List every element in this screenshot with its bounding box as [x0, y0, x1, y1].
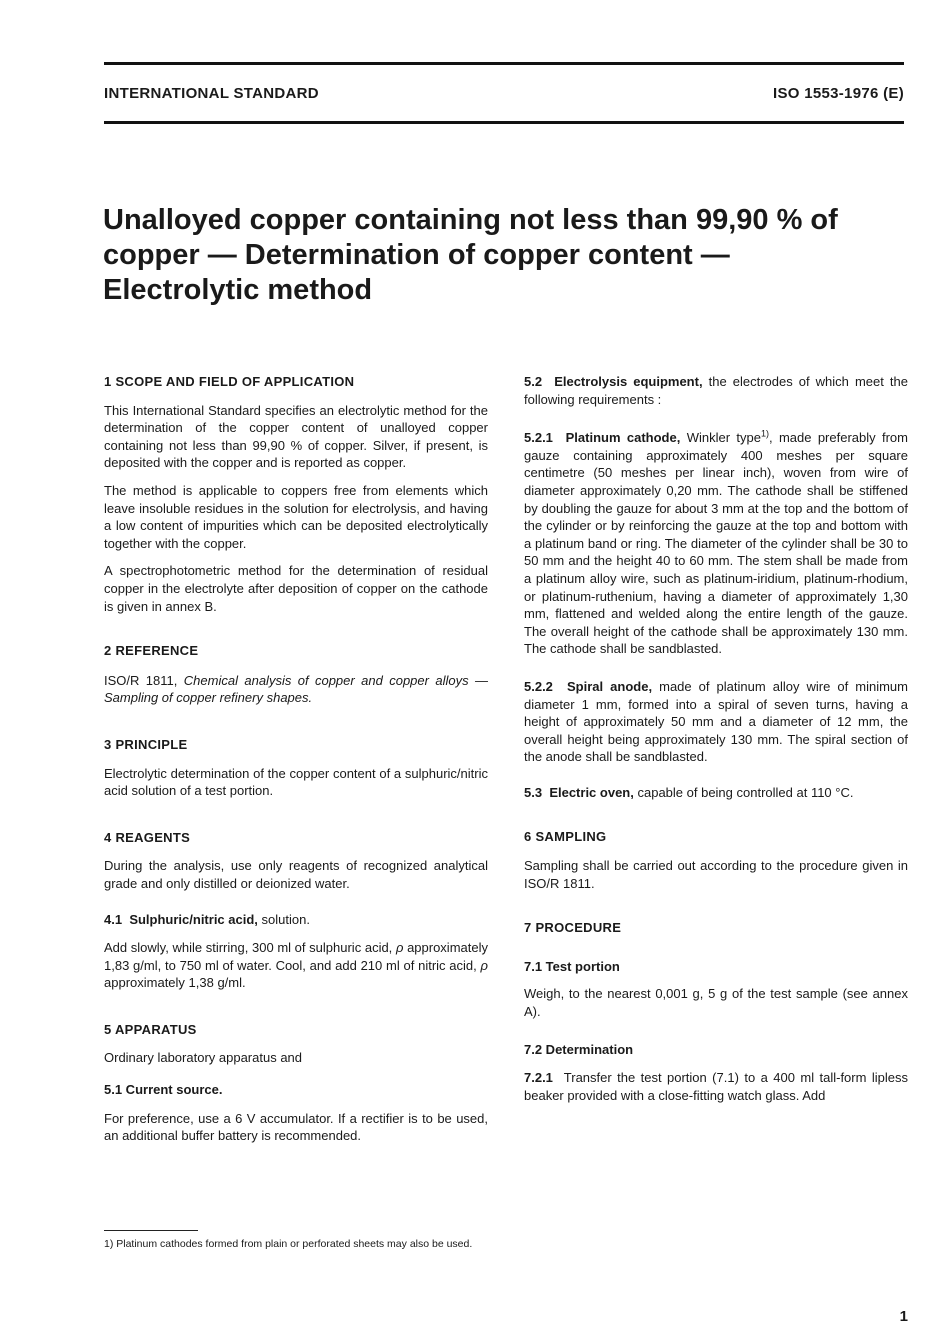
standard-number: ISO 1553-1976 (E)	[772, 85, 904, 102]
subsection-5-3-number: 5.3	[524, 784, 543, 800]
section-7-heading: 7 PROCEDURE	[524, 920, 622, 936]
subsection-4-1	[104, 911, 488, 929]
subsection-5-2-2-number: 5.2.2	[524, 678, 553, 694]
subsection-7-2-1-number: 7.2.1	[524, 1070, 553, 1086]
subsection-7-1-heading: 7.1 Test portion	[524, 958, 620, 974]
section-1-paragraph-3: A spectrophotometric method for the determination of residual copper in the electrolyte after deposition of copper on the cathode is given in annex B.	[104, 563, 488, 614]
header-top-rule	[104, 62, 904, 65]
subsection-5-2-1-number: 5.2.1	[524, 430, 553, 446]
section-5-paragraph: Ordinary laboratory apparatus and	[104, 1050, 303, 1066]
subsection-4-1-title: Sulphuric/nitric acid,	[129, 912, 258, 928]
document-type-label: INTERNATIONAL STANDARD	[104, 85, 319, 102]
subsection-5-2-1-text-a: Winkler type	[686, 430, 761, 446]
section-6-paragraph: Sampling shall be carried out according to the procedure given in ISO/R 1811.	[524, 858, 908, 891]
subsection-5-2-1	[524, 429, 908, 658]
subsection-5-1-heading: 5.1 Current source.	[104, 1082, 223, 1098]
subsection-5-2-1-text-b: , made preferably from gauze containing approximately 400 meshes per square centimetre (50 meshes per linear inch), woven from wire of diameter approximately 0,20 mm. The cathode shall be stiffened by doubling the gauze for about 3 mm at the top and the bottom of the cylinder or by reinforcing the gauze at the top and bottom with a platinum band or ring. The diameter of the cylinder shall be 30 to 50 mm and the height 40 to 60 mm. The stem shall be made from a platinum alloy wire, such as platinum-iridium, platinum-rhodium, or platinum-ruthenium, having a diameter of approximately 1,30 mm, flattened and welded along the entire length of the gauze. The overall height of the cathode shall be approximately 130 mm. The cathode shall be sandblasted.	[524, 430, 908, 657]
section-3-paragraph: Electrolytic determination of the copper content of a sulphuric/nitric acid solution of a test portion.	[104, 765, 488, 799]
subsection-5-2-1-title: Platinum cathode,	[565, 430, 681, 446]
section-4-heading: 4 REAGENTS	[104, 829, 191, 845]
section-1-paragraph-2: The method is applicable to coppers free from elements which leave insoluble residues in the solution for electrolysis, and having a low content of impurities which can be deposited electrolytically together with the copper.	[104, 482, 488, 551]
section-3-heading: 3 PRINCIPLE	[104, 736, 188, 752]
subsection-7-1-paragraph: Weigh, to the nearest 0,001 g, 5 g of the test sample (see annex A).	[524, 986, 908, 1020]
subsection-7-2-1	[524, 1069, 908, 1104]
subsection-5-2-text: the electrodes of which meet the following requirements :	[524, 374, 908, 407]
subsection-5-2	[524, 373, 908, 408]
section-2-heading: 2 REFERENCE	[104, 643, 199, 659]
rho-symbol: ρ	[395, 940, 404, 956]
footnote: 1) Platinum cathodes formed from plain or perforated sheets may also be used.	[104, 1238, 473, 1250]
subsection-7-2-1-text: Transfer the test portion (7.1) to a 400 ml tall-form lipless beaker provided with a close-fitting watch glass. Add	[524, 1070, 908, 1103]
document-title: Unalloyed copper containing not less than 99,90 % of copper — Determination of copper content — Electrolytic method	[103, 204, 838, 306]
section-5-heading: 5 APPARATUS	[104, 1021, 197, 1037]
reference-title: Chemical analysis of copper and copper alloys — Sampling of copper refinery shapes.	[104, 672, 488, 706]
right-column	[524, 373, 908, 1104]
subsection-5-2-title: Electrolysis equipment,	[554, 374, 703, 389]
left-column	[104, 373, 488, 1145]
subsection-5-2-number: 5.2	[524, 374, 543, 389]
section-4-paragraph: During the analysis, use only reagents of recognized analytical grade and only distilled or deionized water.	[104, 858, 488, 891]
reagent-text-b: approximately 1,83 g/ml, to 750 ml of water. Cool, and add 210 ml of nitric acid,	[104, 940, 488, 973]
page-number: 1	[899, 1308, 908, 1325]
footnote-reference: 1)	[760, 428, 769, 439]
subsection-5-1-paragraph: For preference, use a 6 V accumulator. If a rectifier is to be used, an additional buffer battery is recommended.	[104, 1110, 488, 1144]
subsection-7-2-heading: 7.2 Determination	[524, 1041, 634, 1057]
reagent-text-a: Add slowly, while stirring, 300 ml of sulphuric acid,	[104, 940, 393, 956]
subsection-5-3-text: capable of being controlled at 110 °C.	[637, 784, 854, 800]
section-1-paragraph-1: This International Standard specifies an electrolytic method for the determination of the copper content of unalloyed copper containing not less than 99,90 % of copper. Silver, if present, is deposited with the copper and is reported as copper.	[104, 402, 488, 471]
subsection-5-3-title: Electric oven,	[549, 784, 634, 800]
section-6-heading: 6 SAMPLING	[524, 829, 607, 845]
rho-symbol: ρ	[480, 957, 488, 973]
subsection-4-1-paragraph	[104, 939, 488, 992]
subsection-4-1-number: 4.1	[104, 912, 123, 928]
section-1-heading: 1 SCOPE AND FIELD OF APPLICATION	[104, 374, 355, 389]
section-2-reference	[104, 672, 488, 707]
subsection-5-2-2-title: Spiral anode,	[567, 678, 653, 694]
reference-code: ISO/R 1811,	[104, 672, 178, 688]
subsection-5-2-2-text: made of platinum alloy wire of minimum diameter 1 mm, formed into a spiral of seven turns, having a height of approximately 50 mm and a diameter of 12 mm, the overall height being approximately 130 mm. The spiral section of the anode shall be sandblasted.	[524, 678, 908, 765]
subsection-5-2-2	[524, 678, 908, 766]
subsection-4-1-rest: solution.	[261, 912, 310, 928]
reagent-text-c: approximately 1,38 g/ml.	[104, 975, 246, 991]
footnote-rule	[104, 1230, 198, 1231]
subsection-5-3	[524, 784, 908, 802]
header-bottom-rule	[104, 121, 904, 124]
